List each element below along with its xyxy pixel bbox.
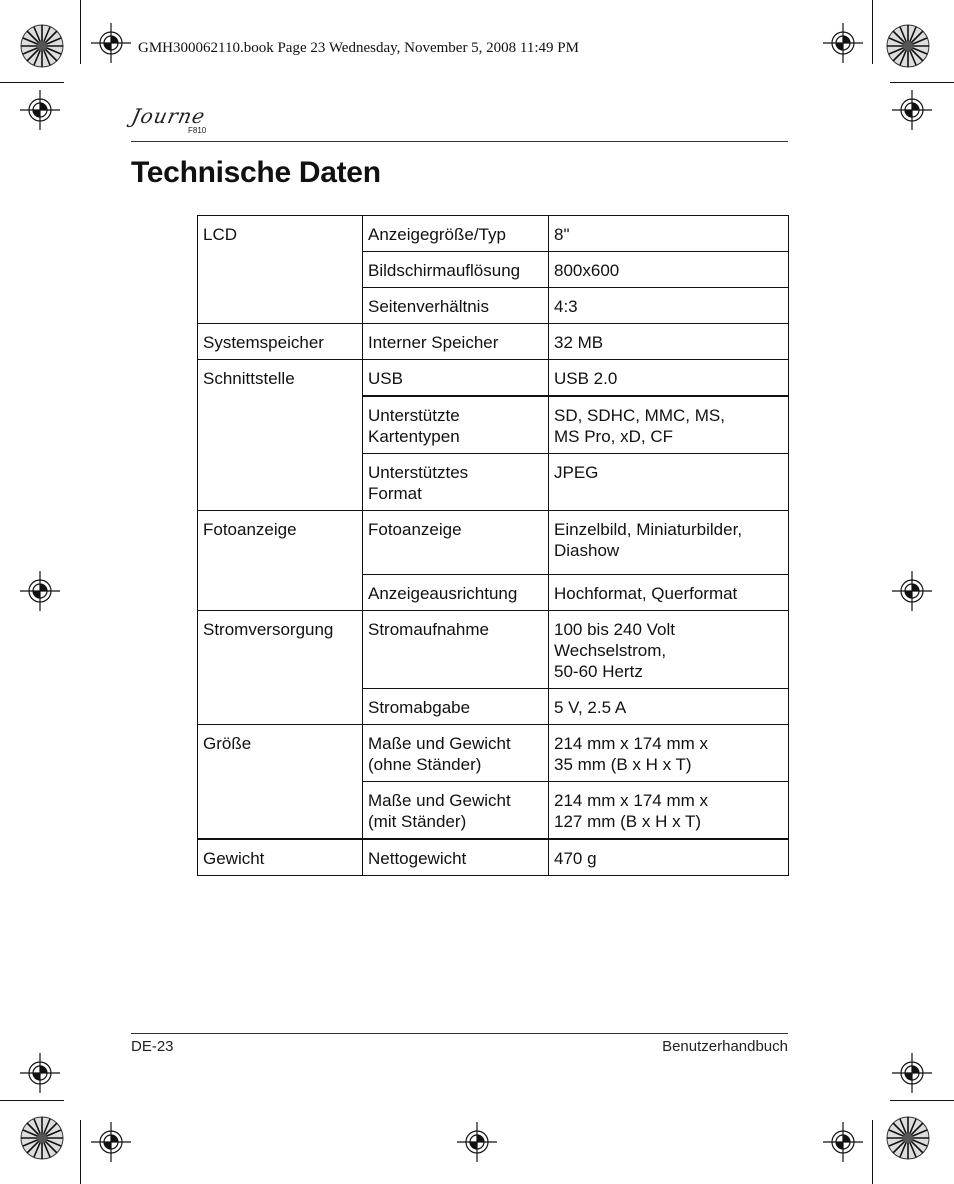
crop-line: [872, 1120, 873, 1184]
registration-mark-icon: [20, 571, 60, 611]
brand-logo: [129, 104, 222, 140]
registration-mark-icon: [91, 1122, 131, 1162]
category-cell: Systemspeicher: [198, 324, 363, 360]
feature-cell: Unterstütztes Format: [363, 454, 549, 511]
value-cell: 4:3: [549, 288, 789, 324]
value-cell: USB 2.0: [549, 360, 789, 397]
feature-cell: Fotoanzeige: [363, 511, 549, 575]
table-row: [198, 216, 789, 252]
registration-mark-icon: [823, 1122, 863, 1162]
value-cell: 214 mm x 174 mm x 35 mm (B x H x T): [549, 725, 789, 782]
feature-cell: Anzeigeausrichtung: [363, 575, 549, 611]
logo-model: F810: [188, 126, 207, 135]
printer-rosette-icon: [20, 1116, 64, 1160]
print-header: GMH300062110.book Page 23 Wednesday, November 5, 2008 11:49 PM: [138, 40, 579, 56]
crop-line: [80, 1120, 81, 1184]
value-cell: 470 g: [549, 839, 789, 876]
feature-cell: Unterstützte Kartentypen: [363, 396, 549, 454]
table-row: [198, 725, 789, 782]
table-row: [198, 511, 789, 575]
crop-line: [872, 0, 873, 64]
feature-cell: Stromabgabe: [363, 689, 549, 725]
printer-rosette-icon: [886, 24, 930, 68]
logo-script: Journe: [129, 104, 208, 128]
registration-mark-icon: [892, 571, 932, 611]
crop-line: [80, 0, 81, 64]
value-cell: 5 V, 2.5 A: [549, 689, 789, 725]
header-rule: [131, 141, 788, 142]
value-cell: 8": [549, 216, 789, 252]
feature-cell: Seitenverhältnis: [363, 288, 549, 324]
feature-cell: Bildschirmauflösung: [363, 252, 549, 288]
category-cell: Größe: [198, 725, 363, 840]
category-cell: LCD: [198, 216, 363, 324]
footer-label: Benutzerhandbuch: [662, 1038, 788, 1055]
registration-mark-icon: [91, 23, 131, 63]
table-row: [198, 324, 789, 360]
registration-mark-icon: [892, 90, 932, 130]
printer-rosette-icon: [20, 24, 64, 68]
table-row: [198, 839, 789, 876]
feature-cell: Nettogewicht: [363, 839, 549, 876]
feature-cell: Stromaufnahme: [363, 611, 549, 689]
feature-cell: USB: [363, 360, 549, 397]
category-cell: Fotoanzeige: [198, 511, 363, 611]
category-cell: Schnittstelle: [198, 360, 363, 511]
crop-line: [890, 1100, 954, 1101]
category-cell: Gewicht: [198, 839, 363, 876]
registration-mark-icon: [892, 1053, 932, 1093]
crop-line: [0, 1100, 64, 1101]
value-cell: 100 bis 240 Volt Wechselstrom, 50-60 Hertz: [549, 611, 789, 689]
value-cell: 214 mm x 174 mm x 127 mm (B x H x T): [549, 782, 789, 840]
crop-line: [0, 82, 64, 83]
category-cell: Stromversorgung: [198, 611, 363, 725]
feature-cell: Anzeigegröße/Typ: [363, 216, 549, 252]
value-cell: Einzelbild, Miniaturbilder, Diashow: [549, 511, 789, 575]
registration-mark-icon: [20, 1053, 60, 1093]
value-cell: 32 MB: [549, 324, 789, 360]
registration-mark-icon: [823, 23, 863, 63]
feature-cell: Maße und Gewicht (ohne Ständer): [363, 725, 549, 782]
registration-mark-icon: [457, 1122, 497, 1162]
value-cell: Hochformat, Querformat: [549, 575, 789, 611]
table-row: [198, 611, 789, 689]
value-cell: SD, SDHC, MMC, MS, MS Pro, xD, CF: [549, 396, 789, 454]
printer-rosette-icon: [886, 1116, 930, 1160]
feature-cell: Maße und Gewicht (mit Ständer): [363, 782, 549, 840]
crop-line: [890, 82, 954, 83]
registration-mark-icon: [20, 90, 60, 130]
value-cell: JPEG: [549, 454, 789, 511]
footer-page-number: DE-23: [131, 1038, 174, 1055]
value-cell: 800x600: [549, 252, 789, 288]
spec-table: [197, 215, 789, 876]
footer-rule: [131, 1033, 788, 1034]
table-row: [198, 360, 789, 397]
page-title: Technische Daten: [131, 156, 381, 189]
feature-cell: Interner Speicher: [363, 324, 549, 360]
